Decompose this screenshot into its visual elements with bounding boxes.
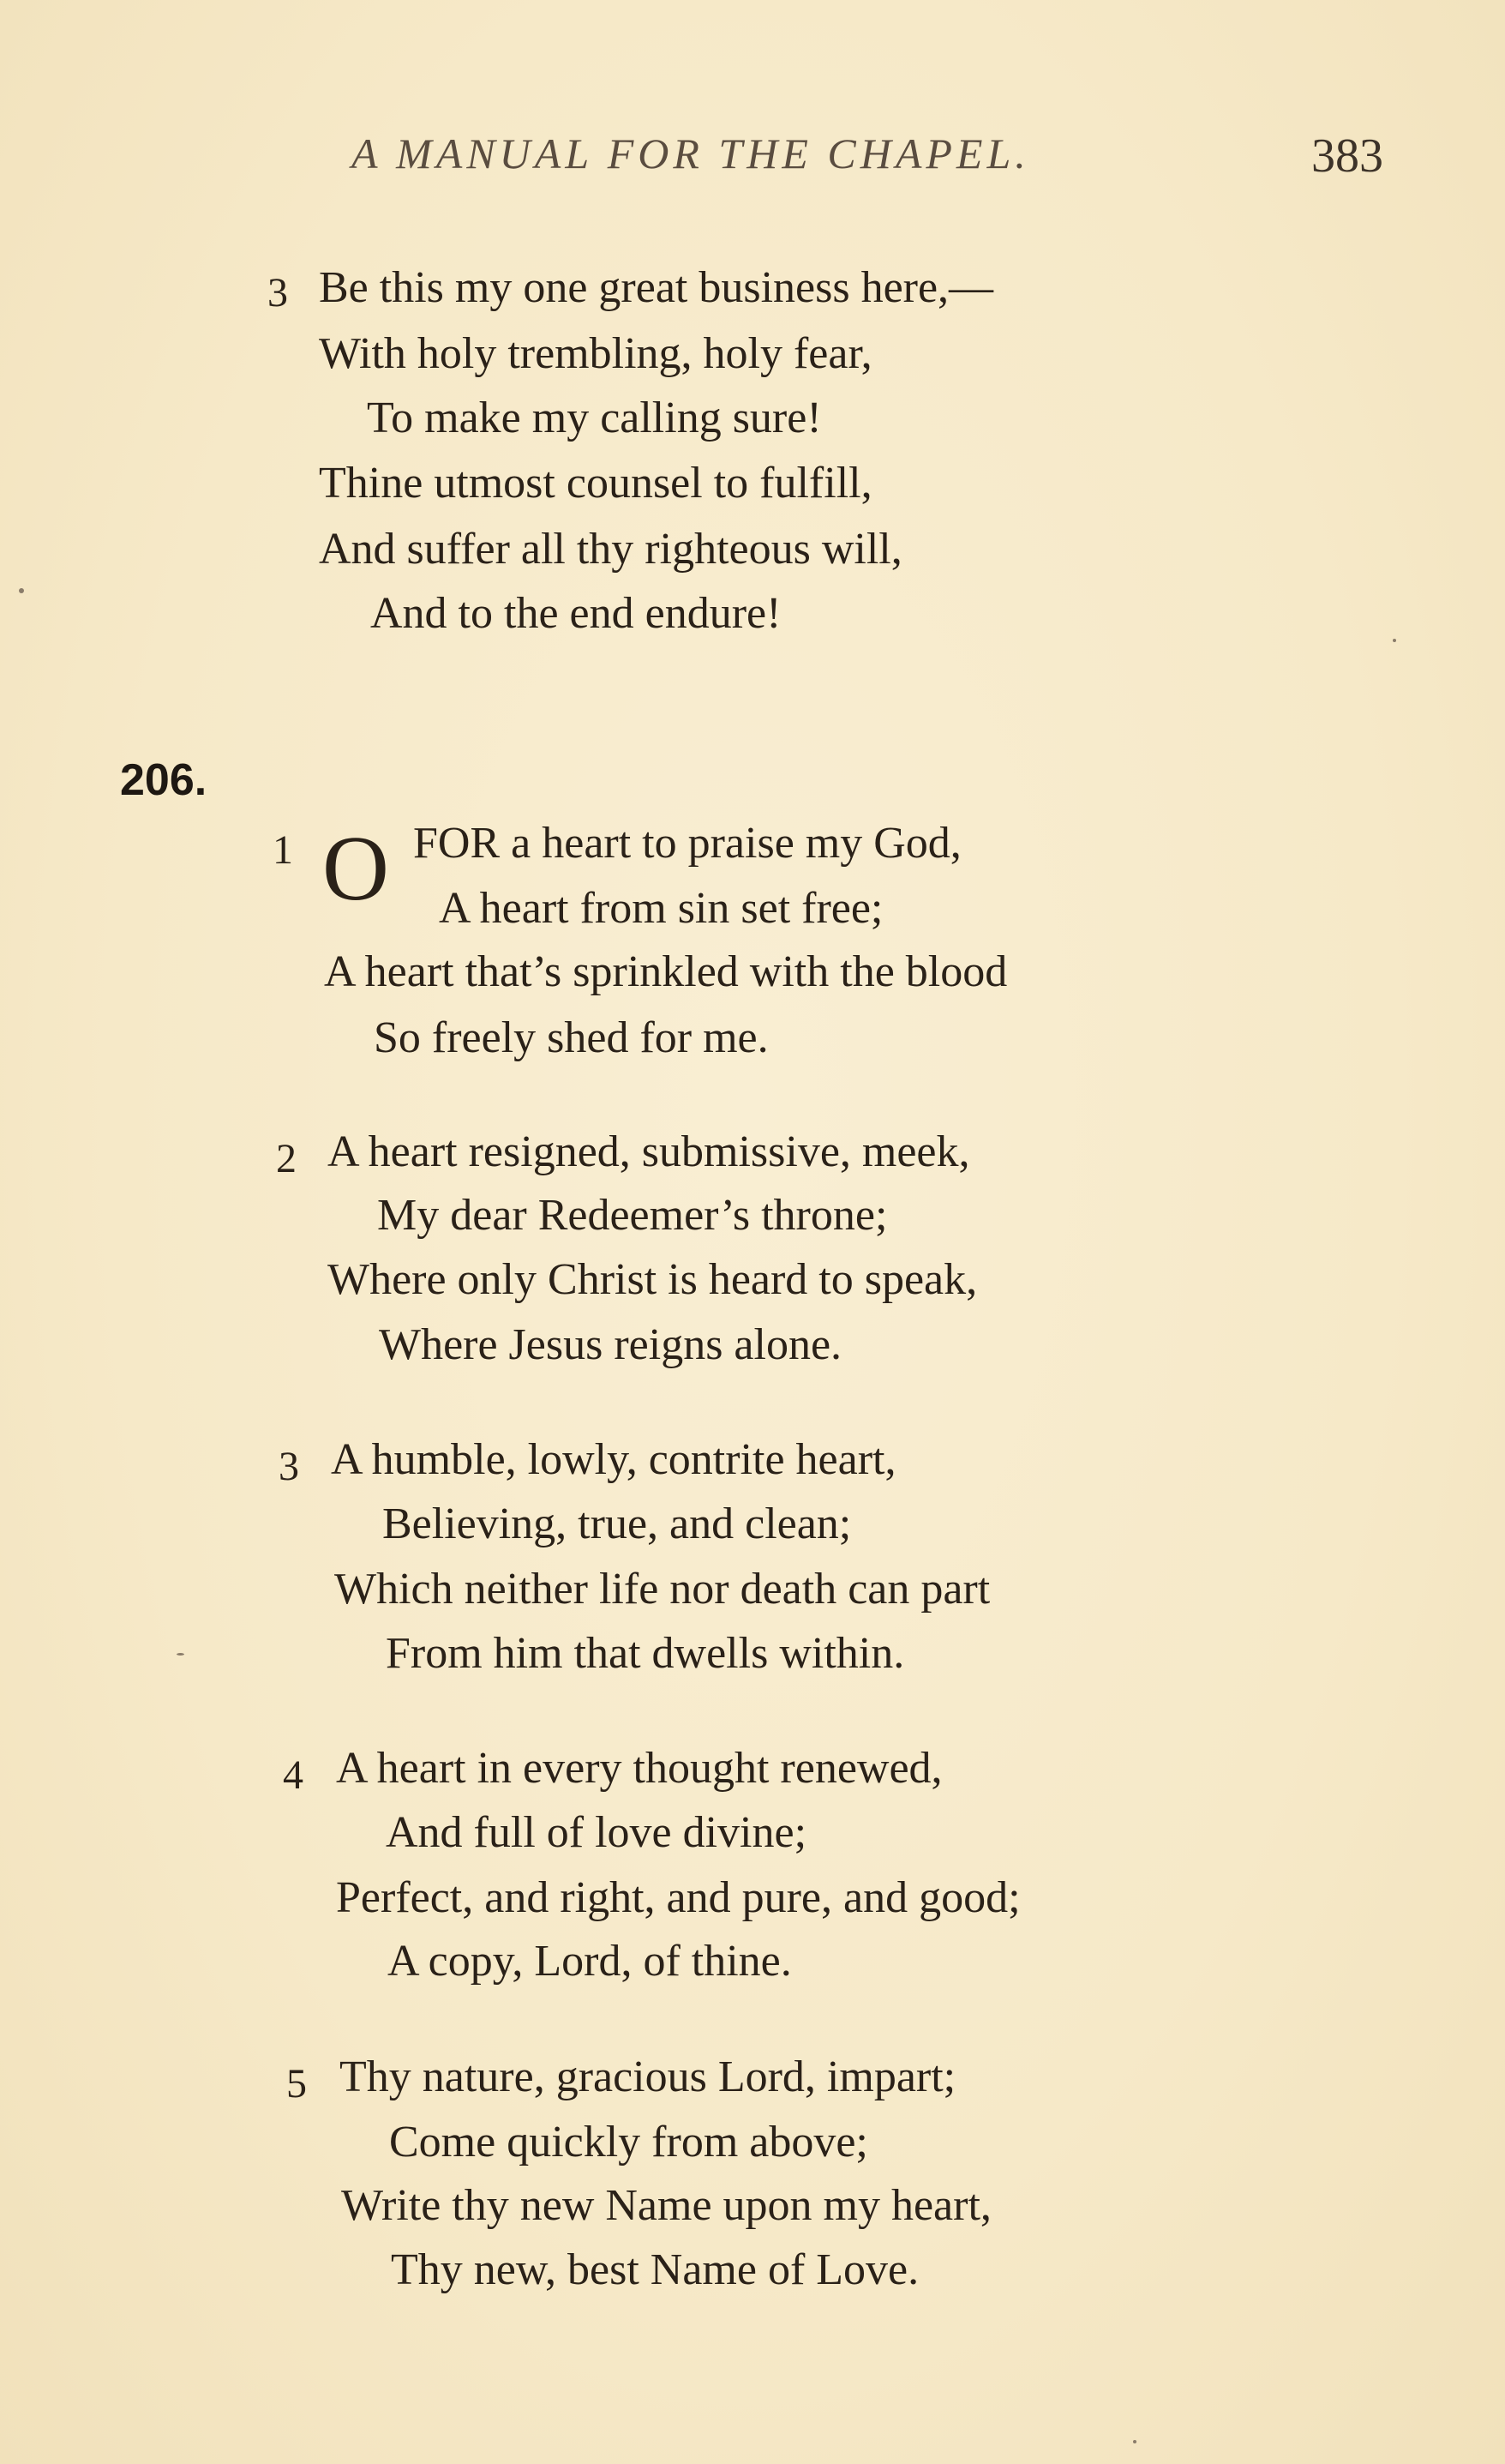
paper-speck [1393, 639, 1396, 642]
stanza-line: And to the end endure! [370, 589, 782, 638]
running-title: A MANUAL FOR THE CHAPEL. [351, 129, 1030, 177]
paper-speck [19, 588, 24, 593]
stanza-line: A heart in every thought renewed, [336, 1744, 943, 1793]
paper-speck [1133, 2440, 1136, 2443]
stanza-line: And full of love divine; [386, 1808, 807, 1857]
stanza-line: A heart resigned, submissive, meek, [327, 1127, 970, 1176]
stanza-line: A humble, lowly, contrite heart, [331, 1435, 896, 1484]
stanza-number: 4 [283, 1752, 303, 1798]
stanza-line: A copy, Lord, of thine. [387, 1937, 792, 1986]
stanza-line: Thy nature, gracious Lord, impart; [339, 2052, 956, 2101]
stanza-line: A heart that’s sprinkled with the blood [324, 947, 1008, 996]
drop-cap: O [322, 818, 389, 920]
stanza-line: Write thy new Name upon my heart, [341, 2181, 992, 2230]
page-number: 383 [1311, 129, 1383, 183]
stanza-line: Perfect, and right, and pure, and good; [336, 1873, 1021, 1922]
stanza-line: Come quickly from above; [389, 2118, 868, 2167]
stanza-line: From him that dwells within. [386, 1629, 905, 1678]
stanza-line: To make my calling sure! [367, 394, 822, 442]
stanza-line: Where Jesus reigns alone. [379, 1320, 842, 1369]
stanza-line: Believing, true, and clean; [382, 1499, 852, 1548]
stanza-line: Which neither life nor death can part [334, 1565, 991, 1614]
stanza-line: So freely shed for me. [374, 1013, 769, 1062]
hymn-number: 206. [120, 755, 207, 805]
stanza-line: Be this my one great business here,— [319, 263, 994, 312]
stanza-number: 3 [279, 1444, 299, 1489]
stanza-number: 2 [276, 1136, 297, 1181]
stanza-number: 5 [286, 2061, 307, 2106]
stanza-number: 1 [273, 827, 293, 873]
stanza-line: Where only Christ is heard to speak, [327, 1255, 978, 1304]
stanza-line: FOR a heart to praise my God, [413, 819, 962, 868]
stanza-number: 3 [267, 270, 288, 316]
stanza-line: With holy trembling, holy fear, [319, 329, 872, 378]
stanza-line: And suffer all thy righteous will, [319, 525, 902, 574]
stanza-line: Thy new, best Name of Love. [391, 2245, 920, 2294]
stanza-line: Thine utmost counsel to fulfill, [319, 459, 872, 508]
stanza-line: A heart from sin set free; [439, 884, 884, 933]
paper-speck [177, 1653, 184, 1656]
stanza-line: My dear Redeemer’s throne; [377, 1191, 888, 1240]
